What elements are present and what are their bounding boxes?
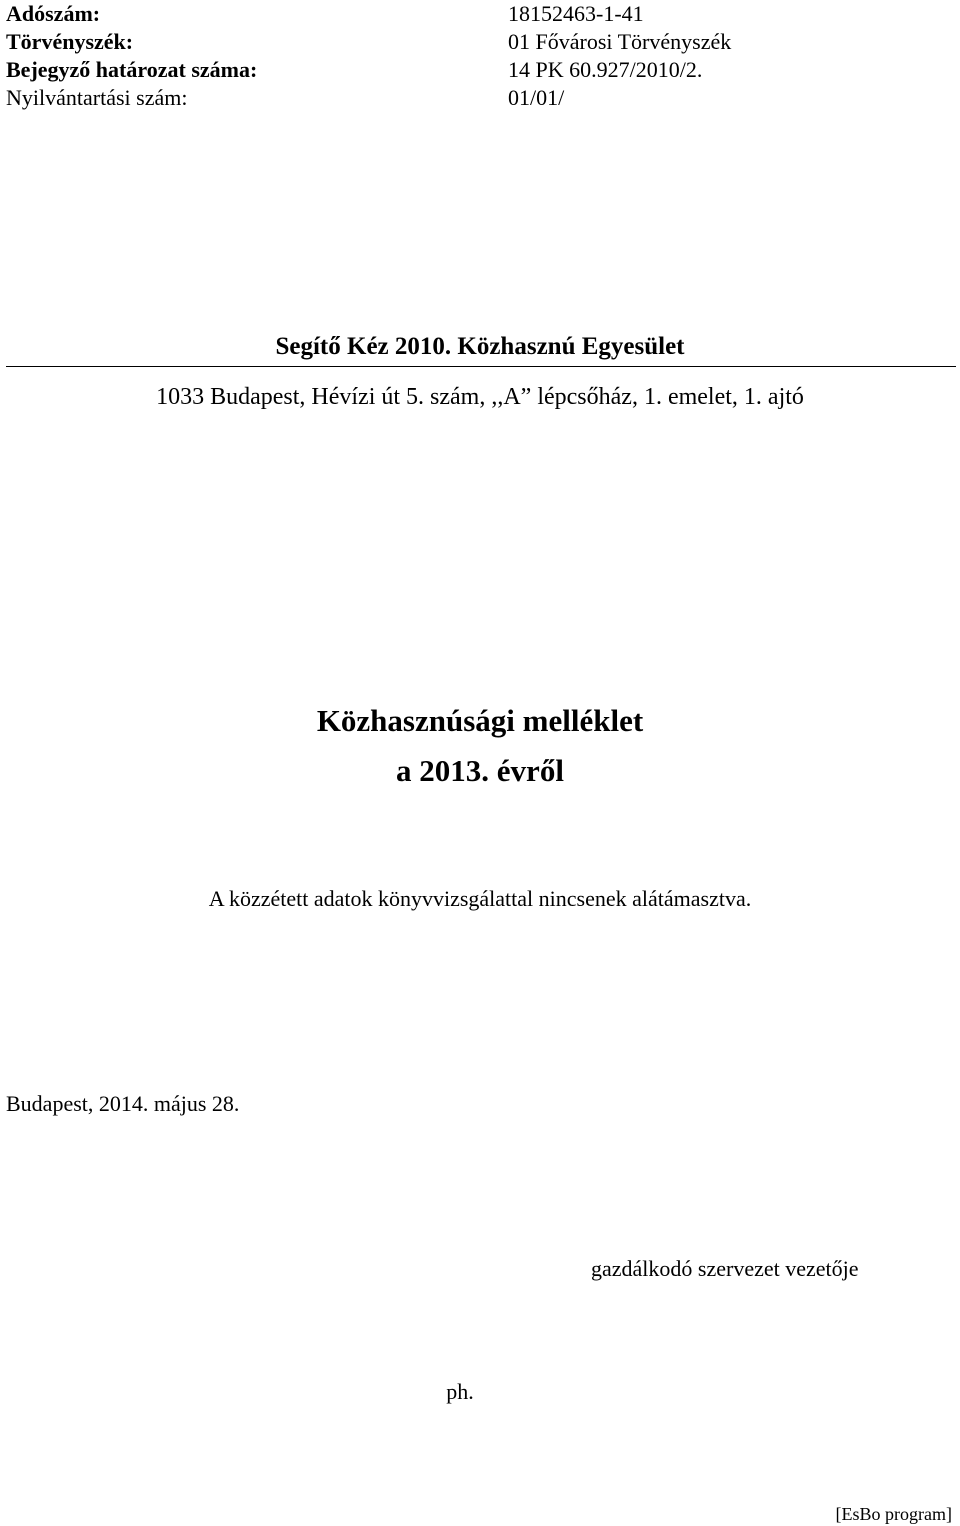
signatory-title: gazdálkodó szervezet vezetője [591,1256,859,1281]
court-value: 01 Fővárosi Törvényszék [508,29,732,54]
place-and-date: Budapest, 2014. május 28. [6,1091,240,1116]
document-title: Közhasznúsági melléklet [316,703,644,738]
document-subtitle: a 2013. évről [396,753,564,788]
registry-number-value: 01/01/ [508,85,565,110]
registry-number-label: Nyilvántartási szám: [6,85,188,110]
tax-number-label: Adószám: [6,1,101,26]
organization-name-text: Segítő Kéz 2010. Közhasznú Egyesület [275,333,685,360]
organization-name [0,332,960,362]
audit-notice: A közzétett adatok könyvvizsgálattal nincsenek alátámasztva. [208,886,752,911]
stamp-placeholder: ph. [446,1379,474,1404]
registration-decision-label: Bejegyző határozat száma: [6,57,258,82]
registration-decision-value: 14 PK 60.927/2010/2. [508,57,703,82]
program-footer: [EsBo program] [835,1504,952,1524]
organization-divider [6,366,956,367]
organization-address: 1033 Budapest, Hévízi út 5. szám, ,,A” lépcsőház, 1. emelet, 1. ajtó [156,384,804,410]
tax-number-value: 18152463-1-41 [508,1,644,26]
court-label: Törvényszék: [6,29,134,54]
